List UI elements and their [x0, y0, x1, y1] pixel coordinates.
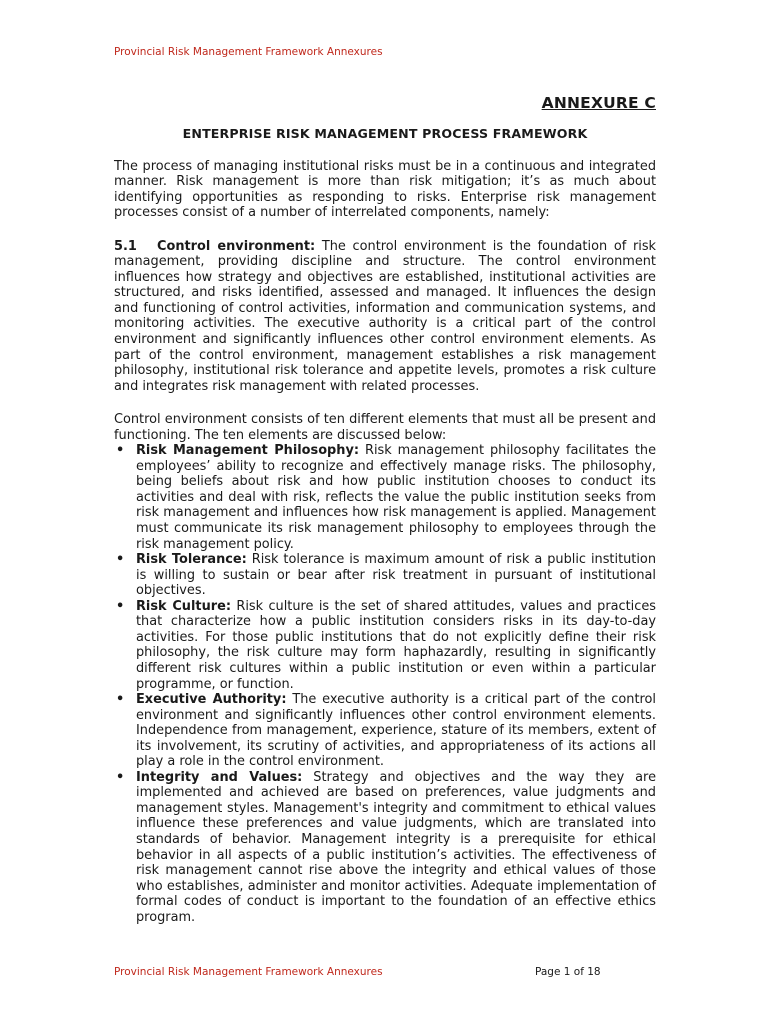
running-header: Provincial Risk Management Framework Annexures	[114, 46, 383, 58]
document-heading: ENTERPRISE RISK MANAGEMENT PROCESS FRAMEWORK	[182, 126, 588, 141]
list-item-text: Strategy and objectives and the way they are implemented and achieved are based on preferences, value judgments and management styles. Management's integrity and commitment to ethical values influence these preferences and value judgments, which are translated into standards of behavior. Management integrity is a prerequisite for ethical behavior in all aspects of a public institution’s activities. The effectiveness of risk management cannot rise above the integrity and ethical values of those who establishes, administer and monitor activities. Adequate implementation of formal codes of conduct is important to the foundation of an effective ethics program.	[136, 769, 656, 925]
section-title: Control environment:	[157, 238, 316, 254]
section-text: The control environment is the foundation of risk management, providing discipline and structure. The control environment influences how strategy and objectives are established, institutional activities are structured, and risks identified, assessed and managed. It influences the design and functioning of control activities, information and communication systems, and monitoring activities. The executive authority is a critical part of the control environment and significantly influences other control environment elements. As part of the control environment, management establishes a risk management philosophy, institutional risk tolerance and appetite levels, promotes a risk culture and integrates risk management with related processes.	[114, 238, 657, 394]
list-item	[114, 692, 656, 770]
annexure-title: ANNEXURE C	[541, 94, 656, 112]
list-item-text: Risk management philosophy facilitates the employees’ ability to recognize and effectively manage risks. The philosophy, being beliefs about risk and how public institution chooses to conduct its activities and deal with risk, reflects the value the public institution seeks from risk management and influences how risk management is applied. Management must communicate its risk management philosophy to employees through the risk management policy.	[136, 443, 657, 552]
bullet-icon: •	[116, 598, 125, 614]
running-footer: Provincial Risk Management Framework Annexures	[114, 966, 383, 978]
section-5-1-paragraph	[114, 239, 656, 394]
list-item	[114, 599, 656, 692]
intro-paragraph: The process of managing institutional risks must be in a continuous and integrated manner. Risk management is more than risk mitigation; it’s as much about identifying opportunities as responding to risks. Enterprise risk management processes consist of a number of interrelated components, namely:	[114, 158, 656, 221]
list-item-term: Risk Culture:	[136, 598, 231, 614]
list-item-term: Executive Authority:	[136, 692, 287, 708]
list-item-term: Integrity and Values:	[136, 769, 303, 785]
list-item-text: The executive authority is a critical part of the control environment and significantly influences other control environment elements. Independence from management, experience, stature of its members, extent of its involvement, its scrutiny of activities, and appropriateness of its actions all play a role in the control environment.	[136, 692, 656, 770]
list-item	[114, 770, 656, 925]
bullet-icon: •	[116, 692, 125, 708]
document-body	[114, 126, 656, 925]
page-number: Page 1 of 18	[535, 966, 601, 978]
list-item	[114, 552, 656, 599]
section-number: 5.1	[114, 238, 137, 254]
bullet-icon: •	[116, 552, 125, 568]
bullet-icon: •	[116, 443, 125, 459]
list-item-term: Risk Tolerance:	[136, 552, 247, 568]
control-elements-list	[114, 443, 656, 925]
list-item-text: Risk culture is the set of shared attitudes, values and practices that characterize how a public institution considers risks in its day-to-day activities. For those public institutions that do not explicitly define their risk philosophy, the risk culture may form haphazardly, resulting in significantly different risk cultures within a public institution or even within a particular programme, or function.	[136, 598, 656, 692]
list-item-term: Risk Management Philosophy:	[136, 443, 360, 459]
bullet-icon: •	[116, 769, 125, 785]
list-item	[114, 443, 656, 552]
list-item-text: Risk tolerance is maximum amount of risk a public institution is willing to sustain or bear after risk treatment in pursuant of institutional objectives.	[136, 552, 656, 599]
elements-intro-paragraph: Control environment consists of ten different elements that must all be present and functioning. The ten elements are discussed below:	[114, 412, 656, 443]
